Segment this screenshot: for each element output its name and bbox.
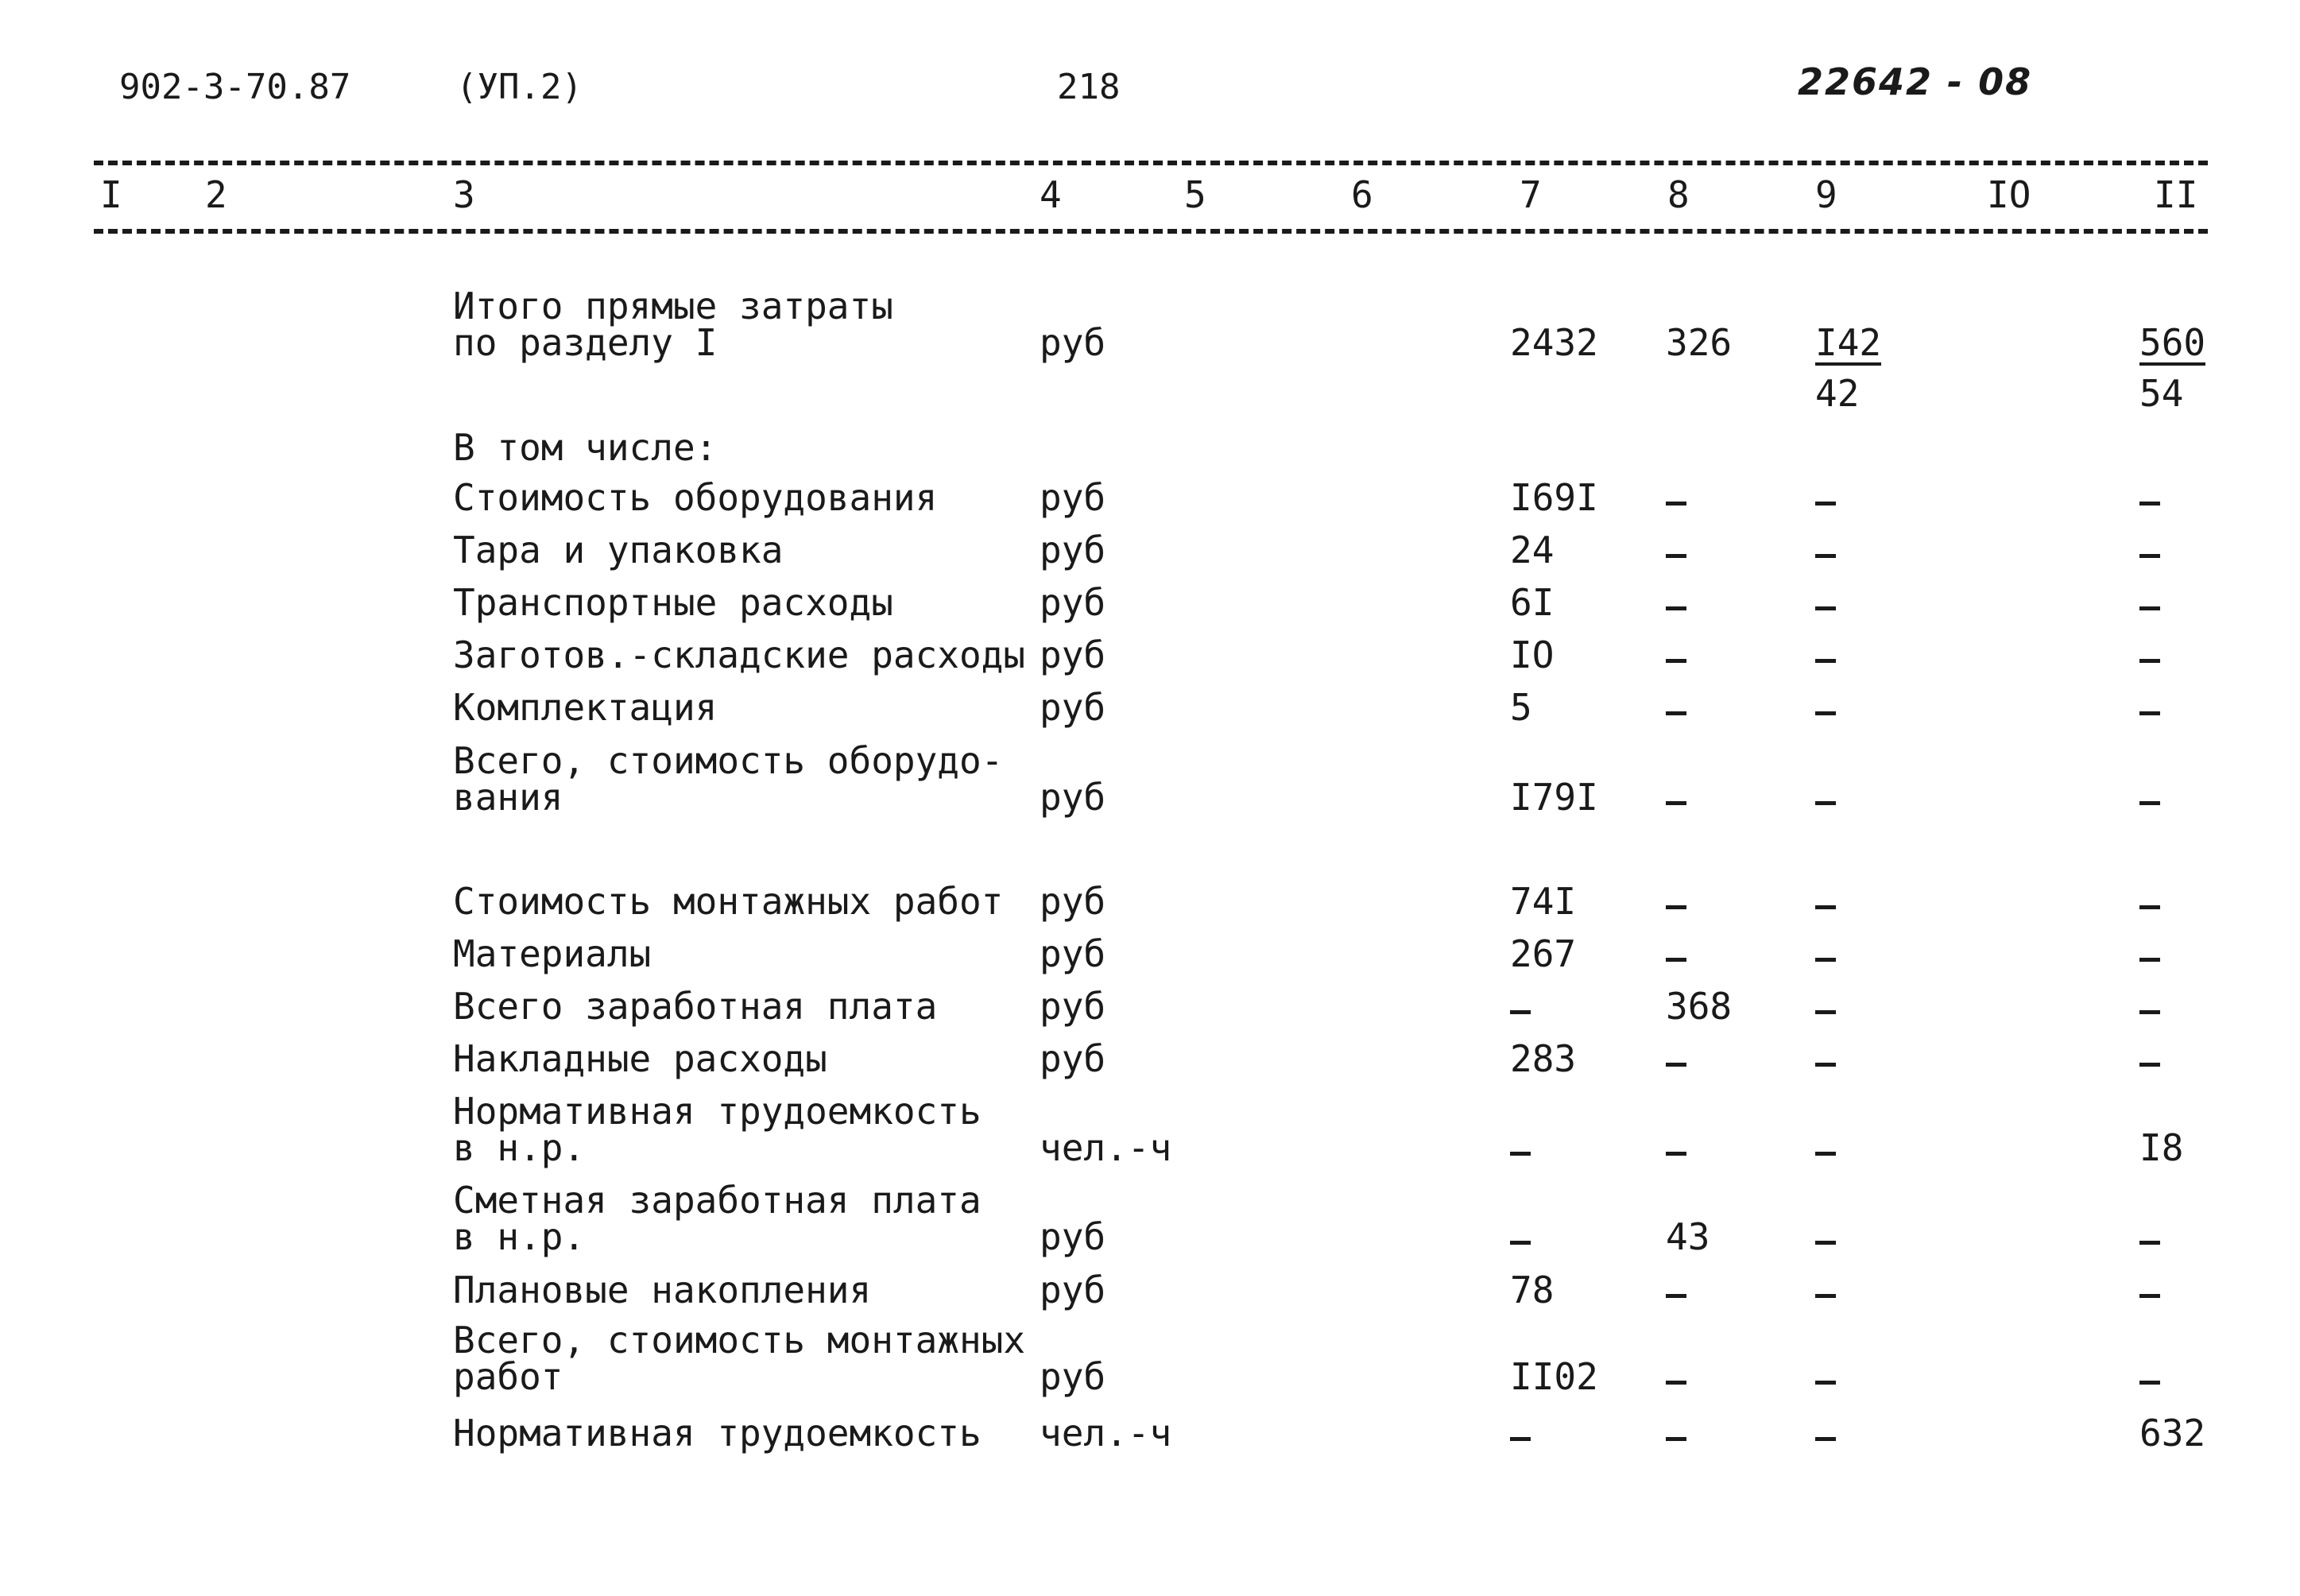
- dash-mark: [1815, 958, 1836, 962]
- col9-value: [1815, 782, 1836, 819]
- dash-mark: [1666, 606, 1686, 610]
- dash-mark: [1815, 801, 1836, 805]
- col7-value: I79I: [1510, 776, 1598, 819]
- col11-value: [2139, 1044, 2160, 1080]
- dash-mark: [1815, 554, 1836, 558]
- dash-mark: [2139, 606, 2160, 610]
- col9-value: [1815, 1133, 1836, 1169]
- dash-mark: [1815, 606, 1836, 610]
- dash-mark: [1815, 502, 1836, 506]
- col7-value: 74I: [1510, 880, 1577, 923]
- dash-mark: [1666, 1152, 1686, 1156]
- dash-mark: [1815, 1437, 1836, 1441]
- col8-value: [1666, 1362, 1686, 1398]
- dash-mark: [2139, 905, 2160, 909]
- row-description: работ: [453, 1355, 563, 1398]
- col7-value: IO: [1510, 633, 1555, 676]
- row-description: Заготов.-складские расходы: [453, 633, 1026, 676]
- col-num-5: 5: [1184, 173, 1206, 216]
- dash-mark: [2139, 711, 2160, 715]
- col11-value: I8: [2139, 1126, 2184, 1169]
- dash-mark: [2139, 958, 2160, 962]
- dash-mark: [2139, 1294, 2160, 1298]
- doc-code: 902-3-70.87: [119, 67, 351, 107]
- row-description: Плановые накопления: [453, 1269, 872, 1311]
- dash-mark: [1510, 1437, 1531, 1441]
- col11-value: [2139, 482, 2160, 519]
- dash-mark: [1510, 1241, 1531, 1245]
- header-bottom-rule: [94, 229, 2208, 234]
- col-num-4: 4: [1040, 173, 1062, 216]
- dash-mark: [1815, 1241, 1836, 1245]
- row-description: в н.р.: [453, 1126, 586, 1169]
- col8-value: [1666, 692, 1686, 729]
- header-top-rule: [94, 161, 2208, 165]
- col11-value: [2139, 886, 2160, 923]
- dash-mark: [1666, 958, 1686, 962]
- col9-value: [1815, 535, 1836, 571]
- dash-mark: [1666, 1381, 1686, 1385]
- row-description: Всего заработная плата: [453, 985, 938, 1028]
- row-description: по разделу I: [453, 321, 718, 364]
- unit-cell: чел.-ч: [1040, 1126, 1172, 1169]
- unit-cell: руб: [1040, 1037, 1106, 1080]
- dash-mark: [1666, 801, 1686, 805]
- page-number: 218: [1057, 67, 1121, 107]
- row-description: Материалы: [453, 932, 652, 975]
- row-description: Нормативная трудоемкость: [453, 1090, 982, 1133]
- handwritten-stamp: 22642 - 08: [1798, 60, 2033, 103]
- col7-value: 78: [1510, 1269, 1555, 1311]
- col-num-6: 6: [1351, 173, 1373, 216]
- col7-value: [1510, 1222, 1531, 1258]
- dash-mark: [1815, 905, 1836, 909]
- row-description: Сметная заработная плата: [453, 1179, 982, 1222]
- col8-value: [1666, 535, 1686, 571]
- row-description: Всего, стоимость оборудо-: [453, 739, 1004, 782]
- dash-mark: [1815, 711, 1836, 715]
- unit-cell: руб: [1040, 1269, 1106, 1311]
- dash-mark: [1666, 1063, 1686, 1067]
- col8-value: [1666, 886, 1686, 923]
- col7-value: 5: [1510, 686, 1532, 729]
- row-description: в н.р.: [453, 1215, 586, 1258]
- col11-value: [2139, 1222, 2160, 1258]
- col8-value: [1666, 1044, 1686, 1080]
- row-description: Комплектация: [453, 686, 718, 729]
- unit-cell: руб: [1040, 1355, 1106, 1398]
- dash-mark: [1815, 1010, 1836, 1014]
- unit-cell: руб: [1040, 932, 1106, 975]
- col7-value: I69I: [1510, 476, 1598, 519]
- col9-value: [1815, 640, 1836, 676]
- unit-cell: чел.-ч: [1040, 1412, 1172, 1455]
- row-description: Стоимость оборудования: [453, 476, 938, 519]
- col-num-11: II: [2154, 173, 2198, 216]
- col7-value: 267: [1510, 932, 1577, 975]
- dash-mark: [1815, 659, 1836, 663]
- unit-cell: руб: [1040, 476, 1106, 519]
- col11-value: [2139, 939, 2160, 975]
- col11-value: 632: [2139, 1412, 2206, 1455]
- unit-cell: руб: [1040, 321, 1106, 364]
- col9-value: [1815, 939, 1836, 975]
- col8-value: [1666, 640, 1686, 676]
- col-num-7: 7: [1520, 173, 1542, 216]
- col7-value: II02: [1510, 1355, 1598, 1398]
- col8-value: 43: [1666, 1215, 1710, 1258]
- col7-value: 6I: [1510, 581, 1555, 624]
- col9-value: [1815, 1418, 1836, 1455]
- row-description: Стоимость монтажных работ: [453, 880, 1004, 923]
- col-num-9: 9: [1815, 173, 1837, 216]
- unit-cell: руб: [1040, 581, 1106, 624]
- dash-mark: [2139, 801, 2160, 805]
- col8-value: [1666, 782, 1686, 819]
- col9-value: [1815, 482, 1836, 519]
- dash-mark: [1815, 1152, 1836, 1156]
- col8-value: [1666, 939, 1686, 975]
- row-description: Всего, стоимость монтажных: [453, 1319, 1026, 1362]
- unit-cell: руб: [1040, 880, 1106, 923]
- col8-value: [1666, 482, 1686, 519]
- col11-value: [2139, 587, 2160, 624]
- dash-mark: [1666, 905, 1686, 909]
- dash-mark: [1666, 711, 1686, 715]
- col8-value: 326: [1666, 321, 1733, 364]
- row-description: Итого прямые затраты: [453, 285, 893, 327]
- col-num-2: 2: [205, 173, 227, 216]
- dash-mark: [1666, 554, 1686, 558]
- dash-mark: [2139, 1010, 2160, 1014]
- col8-value: [1666, 587, 1686, 624]
- col7-value: 24: [1510, 529, 1555, 571]
- dash-mark: [1815, 1381, 1836, 1385]
- row-description: В том числе:: [453, 426, 718, 469]
- col8-value: [1666, 1133, 1686, 1169]
- col11-value: [2139, 991, 2160, 1028]
- col11-value: [2139, 535, 2160, 571]
- col9-value: [1815, 1044, 1836, 1080]
- col-num-1: I: [100, 173, 122, 216]
- dash-mark: [2139, 659, 2160, 663]
- col8-value: 368: [1666, 985, 1733, 1028]
- album-label: (УП.2): [456, 67, 583, 107]
- col7-value: 2432: [1510, 321, 1598, 364]
- row-description: Нормативная трудоемкость: [453, 1412, 982, 1455]
- dash-mark: [1815, 1063, 1836, 1067]
- unit-cell: руб: [1040, 686, 1106, 729]
- dash-mark: [2139, 554, 2160, 558]
- dash-mark: [1666, 502, 1686, 506]
- row-description: Тара и упаковка: [453, 529, 784, 571]
- dash-mark: [2139, 1381, 2160, 1385]
- dash-mark: [1666, 1437, 1686, 1441]
- row-description: Накладные расходы: [453, 1037, 827, 1080]
- unit-cell: руб: [1040, 633, 1106, 676]
- col11-value: [2139, 782, 2160, 819]
- col9-value: [1815, 886, 1836, 923]
- col7-value: [1510, 991, 1531, 1028]
- col9-value: [1815, 587, 1836, 624]
- col11-value: [2139, 1362, 2160, 1398]
- dash-mark: [2139, 1241, 2160, 1245]
- col7-value: [1510, 1133, 1531, 1169]
- dash-mark: [1666, 659, 1686, 663]
- col9-value: [1815, 991, 1836, 1028]
- unit-cell: руб: [1040, 985, 1106, 1028]
- dash-mark: [2139, 1063, 2160, 1067]
- col9-value: I42: [1815, 321, 1882, 364]
- col9-value: [1815, 1222, 1836, 1258]
- col8-value: [1666, 1418, 1686, 1455]
- dash-mark: [2139, 502, 2160, 506]
- col11-value: 560: [2139, 321, 2206, 364]
- col11-value: [2139, 1275, 2160, 1311]
- dash-mark: [1510, 1152, 1531, 1156]
- col9-value: [1815, 1275, 1836, 1311]
- col8-value: [1666, 1275, 1686, 1311]
- col11-subvalue: 54: [2139, 372, 2184, 415]
- col-num-8: 8: [1667, 173, 1690, 216]
- col9-value: [1815, 692, 1836, 729]
- unit-cell: руб: [1040, 776, 1106, 819]
- row-description: вания: [453, 776, 563, 819]
- row-description: Транспортные расходы: [453, 581, 893, 624]
- col-num-10: IO: [1987, 173, 2031, 216]
- col9-subvalue: 42: [1815, 372, 1860, 415]
- col-num-3: 3: [453, 173, 475, 216]
- dash-mark: [1666, 1294, 1686, 1298]
- col11-value: [2139, 692, 2160, 729]
- col9-value: [1815, 1362, 1836, 1398]
- dash-mark: [1510, 1010, 1531, 1014]
- col7-value: [1510, 1418, 1531, 1455]
- unit-cell: руб: [1040, 1215, 1106, 1258]
- dash-mark: [1815, 1294, 1836, 1298]
- unit-cell: руб: [1040, 529, 1106, 571]
- col7-value: 283: [1510, 1037, 1577, 1080]
- col11-value: [2139, 640, 2160, 676]
